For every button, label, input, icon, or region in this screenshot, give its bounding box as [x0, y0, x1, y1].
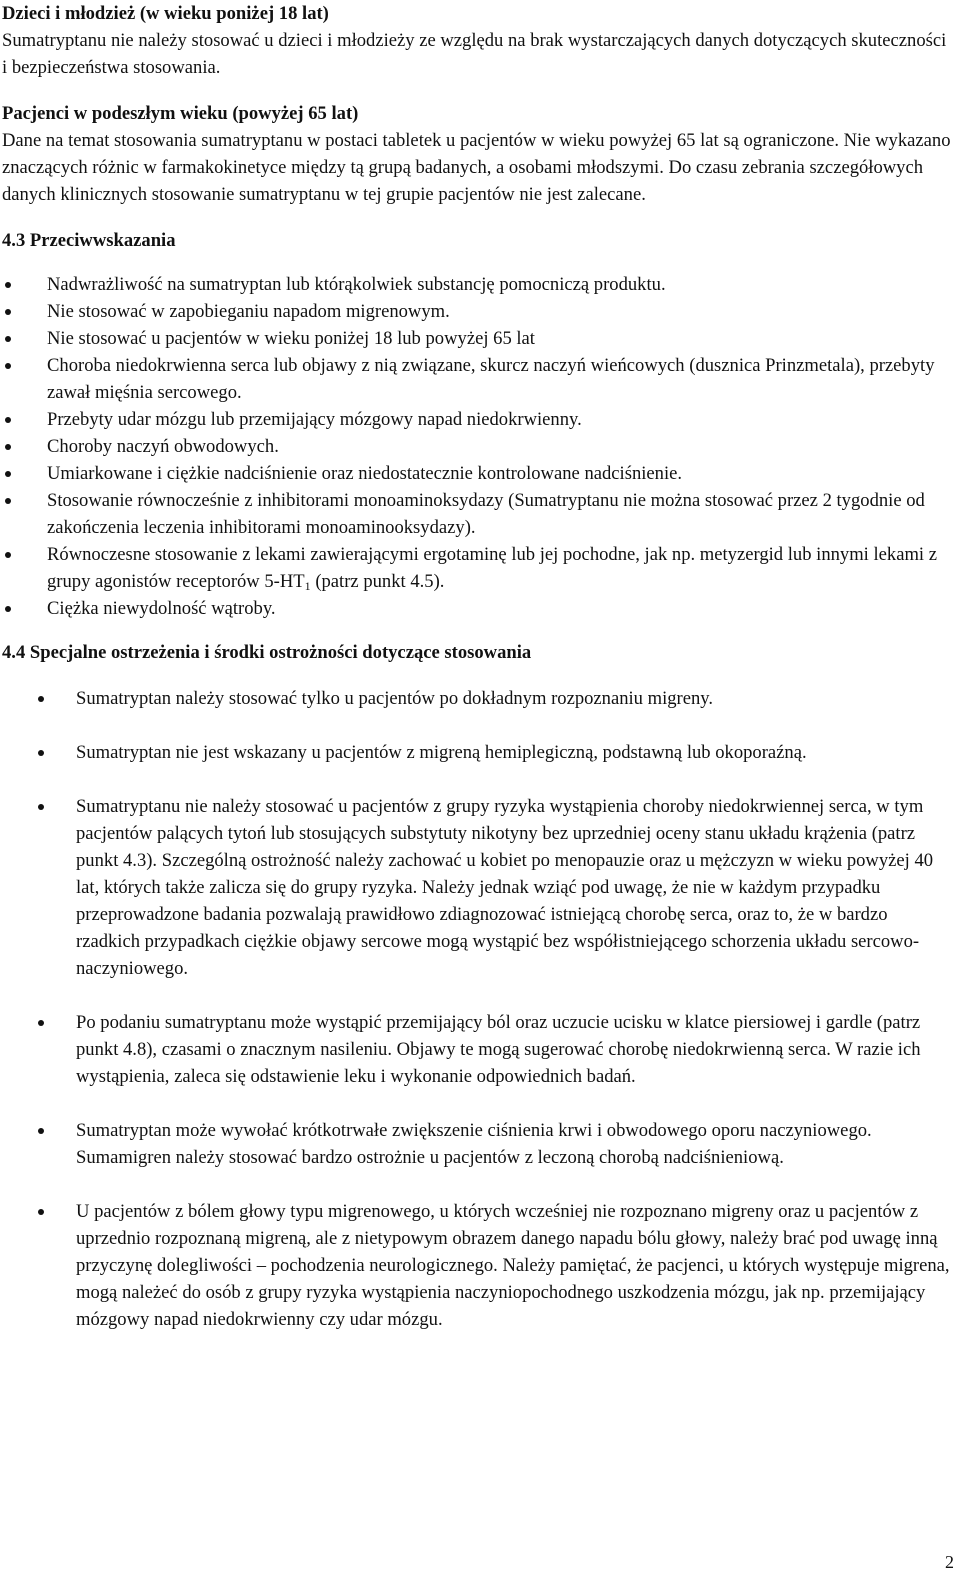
list-item: Sumatryptan nie jest wskazany u pacjentów z migreną hemiplegiczną, podstawną lub okoporaźną. [2, 739, 954, 766]
heading-children: Dzieci i młodzież (w wieku poniżej 18 lat) [2, 3, 329, 24]
paragraph-elderly: Dane na temat stosowania sumatryptanu w postaci tabletek u pacjentów w wieku powyżej 65 lat są ograniczone. Nie wykazano znaczących różnic w farmakokinetyce między tą grupą badanych, a osobami młodszymi. Do czasu zebrania szczegółowych danych klinicznych stosowanie sumatryptanu w tej grupie pacjentów nie jest zalecane. [2, 130, 951, 205]
list-item: Choroby naczyń obwodowych. [2, 433, 954, 460]
ergot-text: Równoczesne stosowanie z lekami zawierającymi ergotaminę lub jej pochodne, jak np. metyzergid lub innymi lekami z grupy agonistów receptorów 5-HT [47, 544, 937, 592]
ergot-text-end: (patrz punkt 4.5). [310, 571, 445, 592]
list-item: Nie stosować u pacjentów w wieku poniżej 18 lub powyżej 65 lat [2, 325, 954, 352]
ergot-subscript: 1 [304, 579, 311, 593]
spacer [2, 666, 954, 685]
heading-elderly: Pacjenci w podeszłym wieku (powyżej 65 lat) [2, 103, 359, 124]
list-item-ergotamine [2, 541, 954, 595]
spacer [2, 81, 954, 100]
list-item: Sumatryptan może wywołać krótkotrwałe zwiększenie ciśnienia krwi i obwodowego oporu naczyniowego. Sumamigren należy stosować bardzo ostrożnie u pacjentów z leczoną chorobą nadciśnieniową. [2, 1117, 954, 1171]
list-item: Nie stosować w zapobieganiu napadom migrenowym. [2, 298, 954, 325]
spacer [2, 208, 954, 227]
list-item: U pacjentów z bólem głowy typu migrenowego, u których wcześniej nie rozpoznano migreny oraz u pacjentów z uprzednio rozpoznaną migreną, ale z nietypowym obrazem danego napadu bólu głowy, należy brać pod uwagę inną przyczynę dolegliwości – pochodzenia neurologicznego. Należy pamiętać, że pacjenci, u których występuje migrena, mogą należeć do osób z grupy ryzyka wystąpienia naczyniopochodnego uszkodzenia mózgu, jak np. przemijający mózgowy napad niedokrwienny czy udar mózgu. [2, 1198, 954, 1333]
list-item: Przebyty udar mózgu lub przemijający mózgowy napad niedokrwienny. [2, 406, 954, 433]
list-item: Umiarkowane i ciężkie nadciśnienie oraz niedostatecznie kontrolowane nadciśnienie. [2, 460, 954, 487]
heading-contraindications: 4.3 Przeciwwskazania [2, 230, 176, 251]
list-item: Choroba niedokrwienna serca lub objawy z nią związane, skurcz naczyń wieńcowych (dusznica Prinzmetala), przebyty zawał mięśnia sercowego. [2, 352, 954, 406]
warnings-list [2, 685, 954, 1333]
list-item: Nadwrażliwość na sumatryptan lub którąkolwiek substancję pomocniczą produktu. [2, 271, 954, 298]
spacer [2, 622, 954, 639]
paragraph-children: Sumatryptanu nie należy stosować u dzieci i młodzieży ze względu na brak wystarczających danych dotyczących skuteczności i bezpieczeństwa stosowania. [2, 30, 947, 78]
spacer [2, 254, 954, 271]
list-item: Ciężka niewydolność wątroby. [2, 595, 954, 622]
contraindications-list [2, 271, 954, 622]
list-item: Sumatryptanu nie należy stosować u pacjentów z grupy ryzyka wystąpienia choroby niedokrwiennej serca, w tym pacjentów palących tytoń lub stosujących substytuty nikotyny bez uprzedniej oceny stanu układu krążenia (patrz punkt 4.3). Szczególną ostrożność należy zachować u kobiet po menopauzie oraz u mężczyzn w wieku powyżej 40 lat, których także zalicza się do grupy ryzyka. Należy jednak wziąć pod uwagę, że nie w każdym przypadku przeprowadzone badania pozwalają prawidłowo zdiagnozować istniejącą chorobę serca, oraz to, że w bardzo rzadkich przypadkach ciężkie objawy sercowe mogą wystąpić bez współistniejącego schorzenia układu sercowo-naczyniowego. [2, 793, 954, 982]
list-item: Sumatryptan należy stosować tylko u pacjentów po dokładnym rozpoznaniu migreny. [2, 685, 954, 712]
heading-warnings: 4.4 Specjalne ostrzeżenia i środki ostrożności dotyczące stosowania [2, 642, 532, 663]
list-item: Stosowanie równocześnie z inhibitorami monoaminoksydazy (Sumatryptanu nie można stosować przez 2 tygodnie od zakończenia leczenia inhibitorami monoaminooksydazy). [2, 487, 954, 541]
page-number: 2 [945, 1552, 954, 1572]
list-item: Po podaniu sumatryptanu może wystąpić przemijający ból oraz uczucie ucisku w klatce piersiowej i gardle (patrz punkt 4.8), czasami o znacznym nasileniu. Objawy te mogą sugerować chorobę niedokrwienną serca. W razie ich wystąpienia, zaleca się odstawienie leku i wykonanie odpowiednich badań. [2, 1009, 954, 1090]
